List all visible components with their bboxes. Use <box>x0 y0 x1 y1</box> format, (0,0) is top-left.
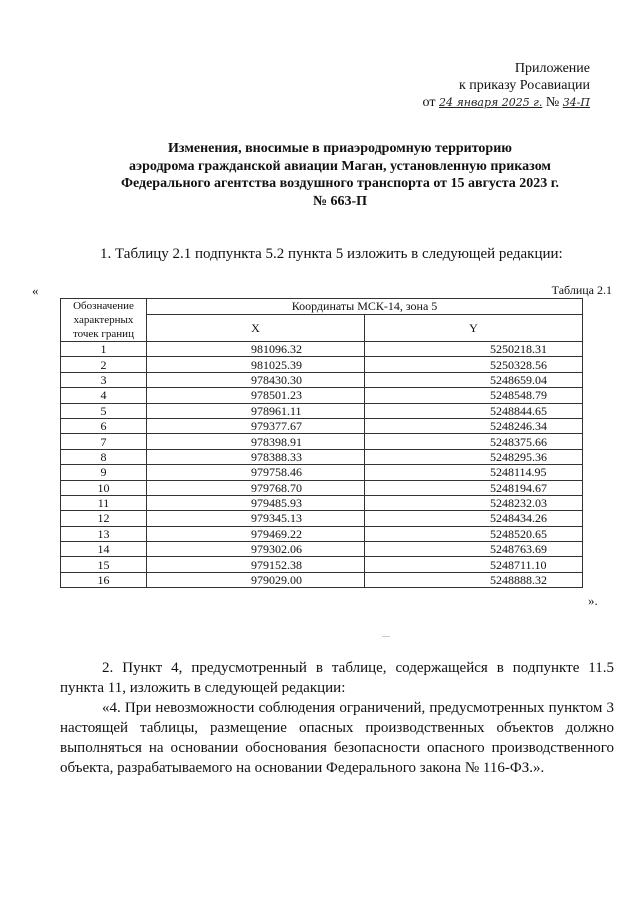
coord-y: 5248295.36 <box>365 449 583 464</box>
table-row <box>61 449 583 464</box>
coord-x: 979345.13 <box>147 511 365 526</box>
coord-x: 978501.23 <box>147 388 365 403</box>
coord-x: 979768.70 <box>147 480 365 495</box>
coord-x: 979377.67 <box>147 418 365 433</box>
table-row <box>61 342 583 357</box>
point-number: 13 <box>61 526 147 541</box>
handwritten-number: 34-П <box>562 96 590 109</box>
coord-y: 5248194.67 <box>365 480 583 495</box>
coord-y: 5248548.79 <box>365 388 583 403</box>
table-row <box>61 557 583 572</box>
table-row <box>61 495 583 510</box>
table-row <box>61 372 583 387</box>
table-row <box>61 480 583 495</box>
quote-close: ». <box>588 593 598 608</box>
table-body <box>61 342 583 588</box>
table-row <box>61 434 583 449</box>
point-number: 3 <box>61 372 147 387</box>
coord-y: 5248711.10 <box>365 557 583 572</box>
coord-y: 5248888.32 <box>365 572 583 587</box>
coord-x: 979758.46 <box>147 465 365 480</box>
coord-x: 979469.22 <box>147 526 365 541</box>
title-line-2: аэродрома гражданской авиации Маган, установленную приказом <box>129 158 551 174</box>
point-number: 8 <box>61 449 147 464</box>
divider-mark <box>382 636 390 637</box>
coord-x: 979152.38 <box>147 557 365 572</box>
coord-x: 978430.30 <box>147 372 365 387</box>
coord-x: 979302.06 <box>147 542 365 557</box>
coord-y: 5248434.26 <box>365 511 583 526</box>
coord-y: 5248375.66 <box>365 434 583 449</box>
point-number: 15 <box>61 557 147 572</box>
point-number: 16 <box>61 572 147 587</box>
appendix-date-number <box>390 94 590 111</box>
table-row <box>61 526 583 541</box>
coord-y: 5248520.65 <box>365 526 583 541</box>
header-x: X <box>147 314 365 341</box>
coord-x: 981096.32 <box>147 342 365 357</box>
coord-x: 979485.93 <box>147 495 365 510</box>
coord-x: 978398.91 <box>147 434 365 449</box>
appendix-block <box>390 60 590 111</box>
point-number: 2 <box>61 357 147 372</box>
coord-y: 5248659.04 <box>365 372 583 387</box>
table-row <box>61 403 583 418</box>
point-number: 9 <box>61 465 147 480</box>
point-number: 12 <box>61 511 147 526</box>
table-row <box>61 511 583 526</box>
paragraph-1: 1. Таблицу 2.1 подпункта 5.2 пункта 5 изложить в следующей редакции: <box>100 246 563 262</box>
table-row <box>61 572 583 587</box>
table-row <box>61 388 583 403</box>
point-number: 11 <box>61 495 147 510</box>
header-coordinates: Координаты МСК-14, зона 5 <box>147 299 583 315</box>
coord-y: 5250218.31 <box>365 342 583 357</box>
coord-x: 981025.39 <box>147 357 365 372</box>
paragraph-3: «4. При невозможности соблюдения ограничений, предусмотренных пунктом 3 настоящей таблицы, размещение опасных производственных объектов должно выполняться на основании обоснования безопасности опасного производственного объекта, разрабатываемого на основании Федерального закона № 116-ФЗ.». <box>60 700 614 776</box>
header-y: Y <box>365 314 583 341</box>
number-prefix: № <box>545 95 560 110</box>
coord-y: 5248232.03 <box>365 495 583 510</box>
coord-x: 978388.33 <box>147 449 365 464</box>
coord-y: 5250328.56 <box>365 357 583 372</box>
appendix-order-ref: к приказу Росавиации <box>458 78 590 93</box>
date-prefix: от <box>422 95 436 110</box>
point-number: 14 <box>61 542 147 557</box>
coordinates-table <box>60 298 583 588</box>
table-row <box>61 465 583 480</box>
coord-y: 5248246.34 <box>365 418 583 433</box>
point-number: 4 <box>61 388 147 403</box>
point-number: 10 <box>61 480 147 495</box>
coord-y: 5248114.95 <box>365 465 583 480</box>
coord-y: 5248763.69 <box>365 542 583 557</box>
title-line-4: № 663-П <box>312 193 368 209</box>
header-points: Обозначение характерных точек границ <box>61 299 147 342</box>
paragraph-2: 2. Пункт 4, предусмотренный в таблице, содержащейся в подпункте 11.5 пункта 11, изложить в следующей редакции: <box>60 660 614 696</box>
table-row <box>61 357 583 372</box>
point-number: 5 <box>61 403 147 418</box>
coord-y: 5248844.65 <box>365 403 583 418</box>
point-number: 6 <box>61 418 147 433</box>
point-number: 7 <box>61 434 147 449</box>
coord-x: 979029.00 <box>147 572 365 587</box>
table-row <box>61 542 583 557</box>
coord-x: 978961.11 <box>147 403 365 418</box>
table-caption: Таблица 2.1 <box>551 283 612 297</box>
title-line-3: Федерального агентства воздушного транспорта от 15 августа 2023 г. <box>120 176 560 191</box>
table-row <box>61 418 583 433</box>
handwritten-date: 24 января 2025 г. <box>438 96 543 109</box>
appendix-title: Приложение <box>514 61 590 76</box>
quote-open: « <box>32 283 39 298</box>
point-number: 1 <box>61 342 147 357</box>
title-line-1: Изменения, вносимые в приаэродромную территорию <box>168 141 512 156</box>
document-title <box>60 140 620 210</box>
